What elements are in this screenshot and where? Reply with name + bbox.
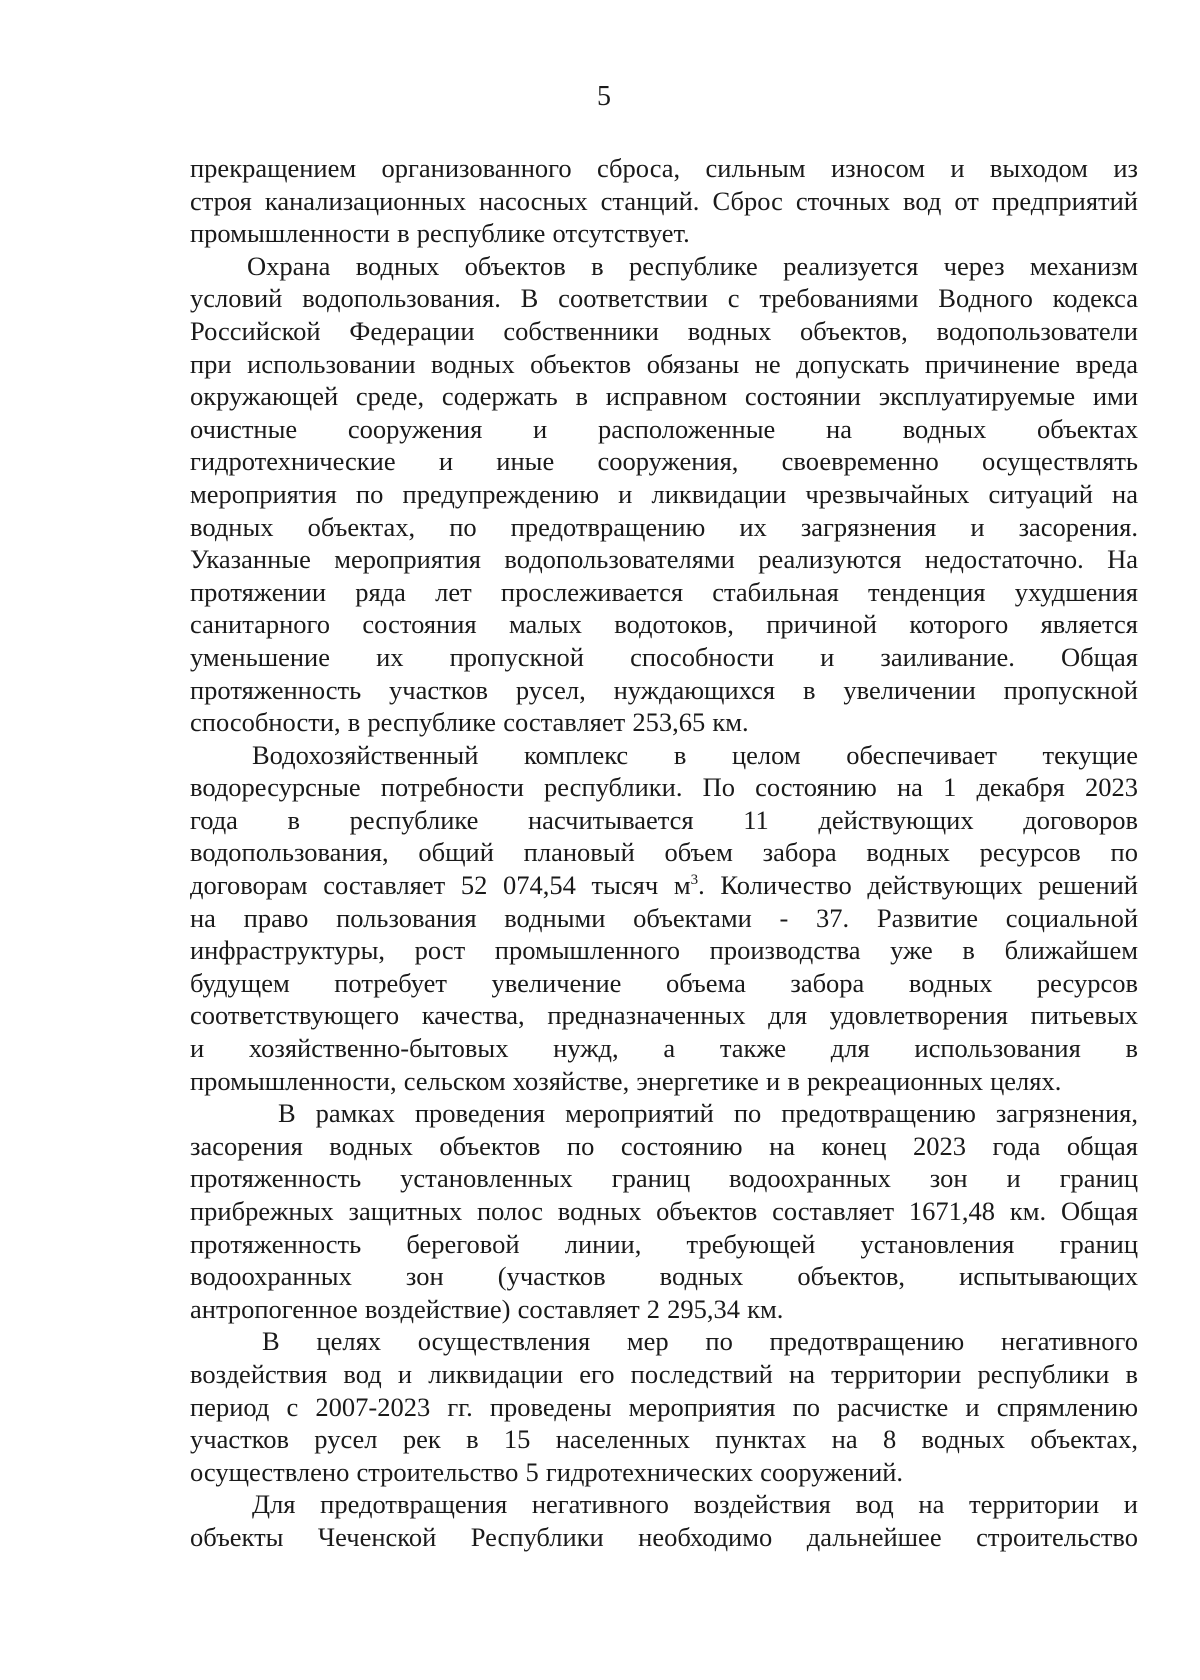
text-line: воздействия вод и ликвидации его последствий на территории республики в — [190, 1358, 1138, 1389]
text-line: гидротехнические и иные сооружения, своевременно осуществлять — [190, 446, 1138, 477]
text-line: прекращением организованного сброса, сильным износом и выходом из — [190, 153, 1138, 183]
paragraph-3 — [190, 739, 1138, 1098]
text-line: уменьшение их пропускной способности и заиливание. Общая — [190, 641, 1138, 672]
text-line: водных объектах, по предотвращению их загрязнения и засорения. — [190, 511, 1138, 542]
paragraph-1 — [190, 152, 1138, 250]
text-line: соответствующего качества, предназначенных для удовлетворения питьевых — [190, 1000, 1138, 1031]
text-line: протяженность береговой линии, требующей установления границ — [190, 1228, 1138, 1259]
text-line: Для предотвращения негативного воздействия вод на территории и — [252, 1489, 1138, 1520]
text-line: очистные сооружения и расположенные на водных объектах — [190, 413, 1138, 444]
page-number: 5 — [597, 81, 611, 112]
text-line: осуществлено строительство 5 гидротехнических сооружений. — [190, 1456, 904, 1487]
text-segment: . Количество действующих решений — [698, 870, 1138, 901]
text-line: В целях осуществления мер по предотвращению негативного — [262, 1326, 1138, 1357]
text-line: участков русел рек в 15 населенных пунктах на 8 водных объектах, — [190, 1424, 1138, 1455]
text-line: В рамках проведения мероприятий по предотвращению загрязнения, — [278, 1098, 1138, 1129]
text-line: строя канализационных насосных станций. Сброс сточных вод от предприятий — [190, 185, 1138, 216]
text-line-with-superscript — [190, 869, 1138, 902]
text-line: условий водопользования. В соответствии с требованиями Водного кодекса — [190, 283, 1138, 314]
paragraph-5 — [190, 1325, 1138, 1488]
text-line: засорения водных объектов по состоянию на конец 2023 года общая — [190, 1130, 1138, 1161]
text-segment: договорам составляет 52 074,54 тысяч м — [190, 870, 691, 901]
text-line: протяженность установленных границ водоохранных зон и границ — [190, 1163, 1138, 1194]
paragraph-4 — [190, 1097, 1138, 1325]
text-line: на право пользования водными объектами - 37. Развитие социальной — [190, 902, 1138, 933]
text-line: антропогенное воздействие) составляет 2 295,34 км. — [190, 1293, 784, 1324]
text-line: Водохозяйственный комплекс в целом обеспечивает текущие — [252, 739, 1138, 770]
text-line: окружающей среде, содержать в исправном состоянии эксплуатируемые ими — [190, 381, 1138, 412]
text-line: инфраструктуры, рост промышленного производства уже в ближайшем — [190, 935, 1138, 966]
text-line: водопользования, общий плановый объем забора водных ресурсов по — [190, 837, 1138, 868]
text-line: объекты Чеченской Республики необходимо дальнейшее строительство — [190, 1521, 1138, 1552]
text-line: протяжении ряда лет прослеживается стабильная тенденция ухудшения — [190, 576, 1138, 607]
text-line: Указанные мероприятия водопользователями реализуются недостаточно. На — [190, 544, 1138, 575]
text-line: при использовании водных объектов обязаны не допускать причинение вреда — [190, 348, 1138, 379]
text-line: Российской Федерации собственники водных объектов, водопользователи — [190, 315, 1138, 346]
text-line: санитарного состояния малых водотоков, причиной которого является — [190, 609, 1138, 640]
text-line: протяженность участков русел, нуждающихся в увеличении пропускной — [190, 674, 1138, 705]
text-line: водоресурсные потребности республики. По состоянию на 1 декабря 2023 — [190, 772, 1138, 803]
text-line: период с 2007-2023 гг. проведены мероприятия по расчистке и спрямлению — [190, 1391, 1138, 1422]
text-line: мероприятия по предупреждению и ликвидации чрезвычайных ситуаций на — [190, 478, 1138, 509]
text-line: прибрежных защитных полос водных объектов составляет 1671,48 км. Общая — [190, 1196, 1138, 1226]
text-line: промышленности в республике отсутствует. — [190, 218, 690, 249]
text-line: способности, в республике составляет 253,65 км. — [190, 707, 749, 738]
text-line: года в республике насчитывается 11 действующих договоров — [190, 804, 1138, 835]
text-line: водоохранных зон (участков водных объектов, испытывающих — [190, 1261, 1138, 1292]
document-body — [190, 152, 1138, 1554]
paragraph-6 — [190, 1488, 1138, 1553]
text-line: промышленности, сельском хозяйстве, энергетике и в рекреационных целях. — [190, 1065, 1062, 1096]
text-line: и хозяйственно-бытовых нужд, а также для использования в — [190, 1033, 1138, 1064]
text-line: будущем потребует увеличение объема забора водных ресурсов — [190, 967, 1138, 998]
superscript: 3 — [690, 872, 699, 889]
text-line: Охрана водных объектов в республике реализуется через механизм — [247, 250, 1138, 281]
paragraph-2 — [190, 250, 1138, 739]
